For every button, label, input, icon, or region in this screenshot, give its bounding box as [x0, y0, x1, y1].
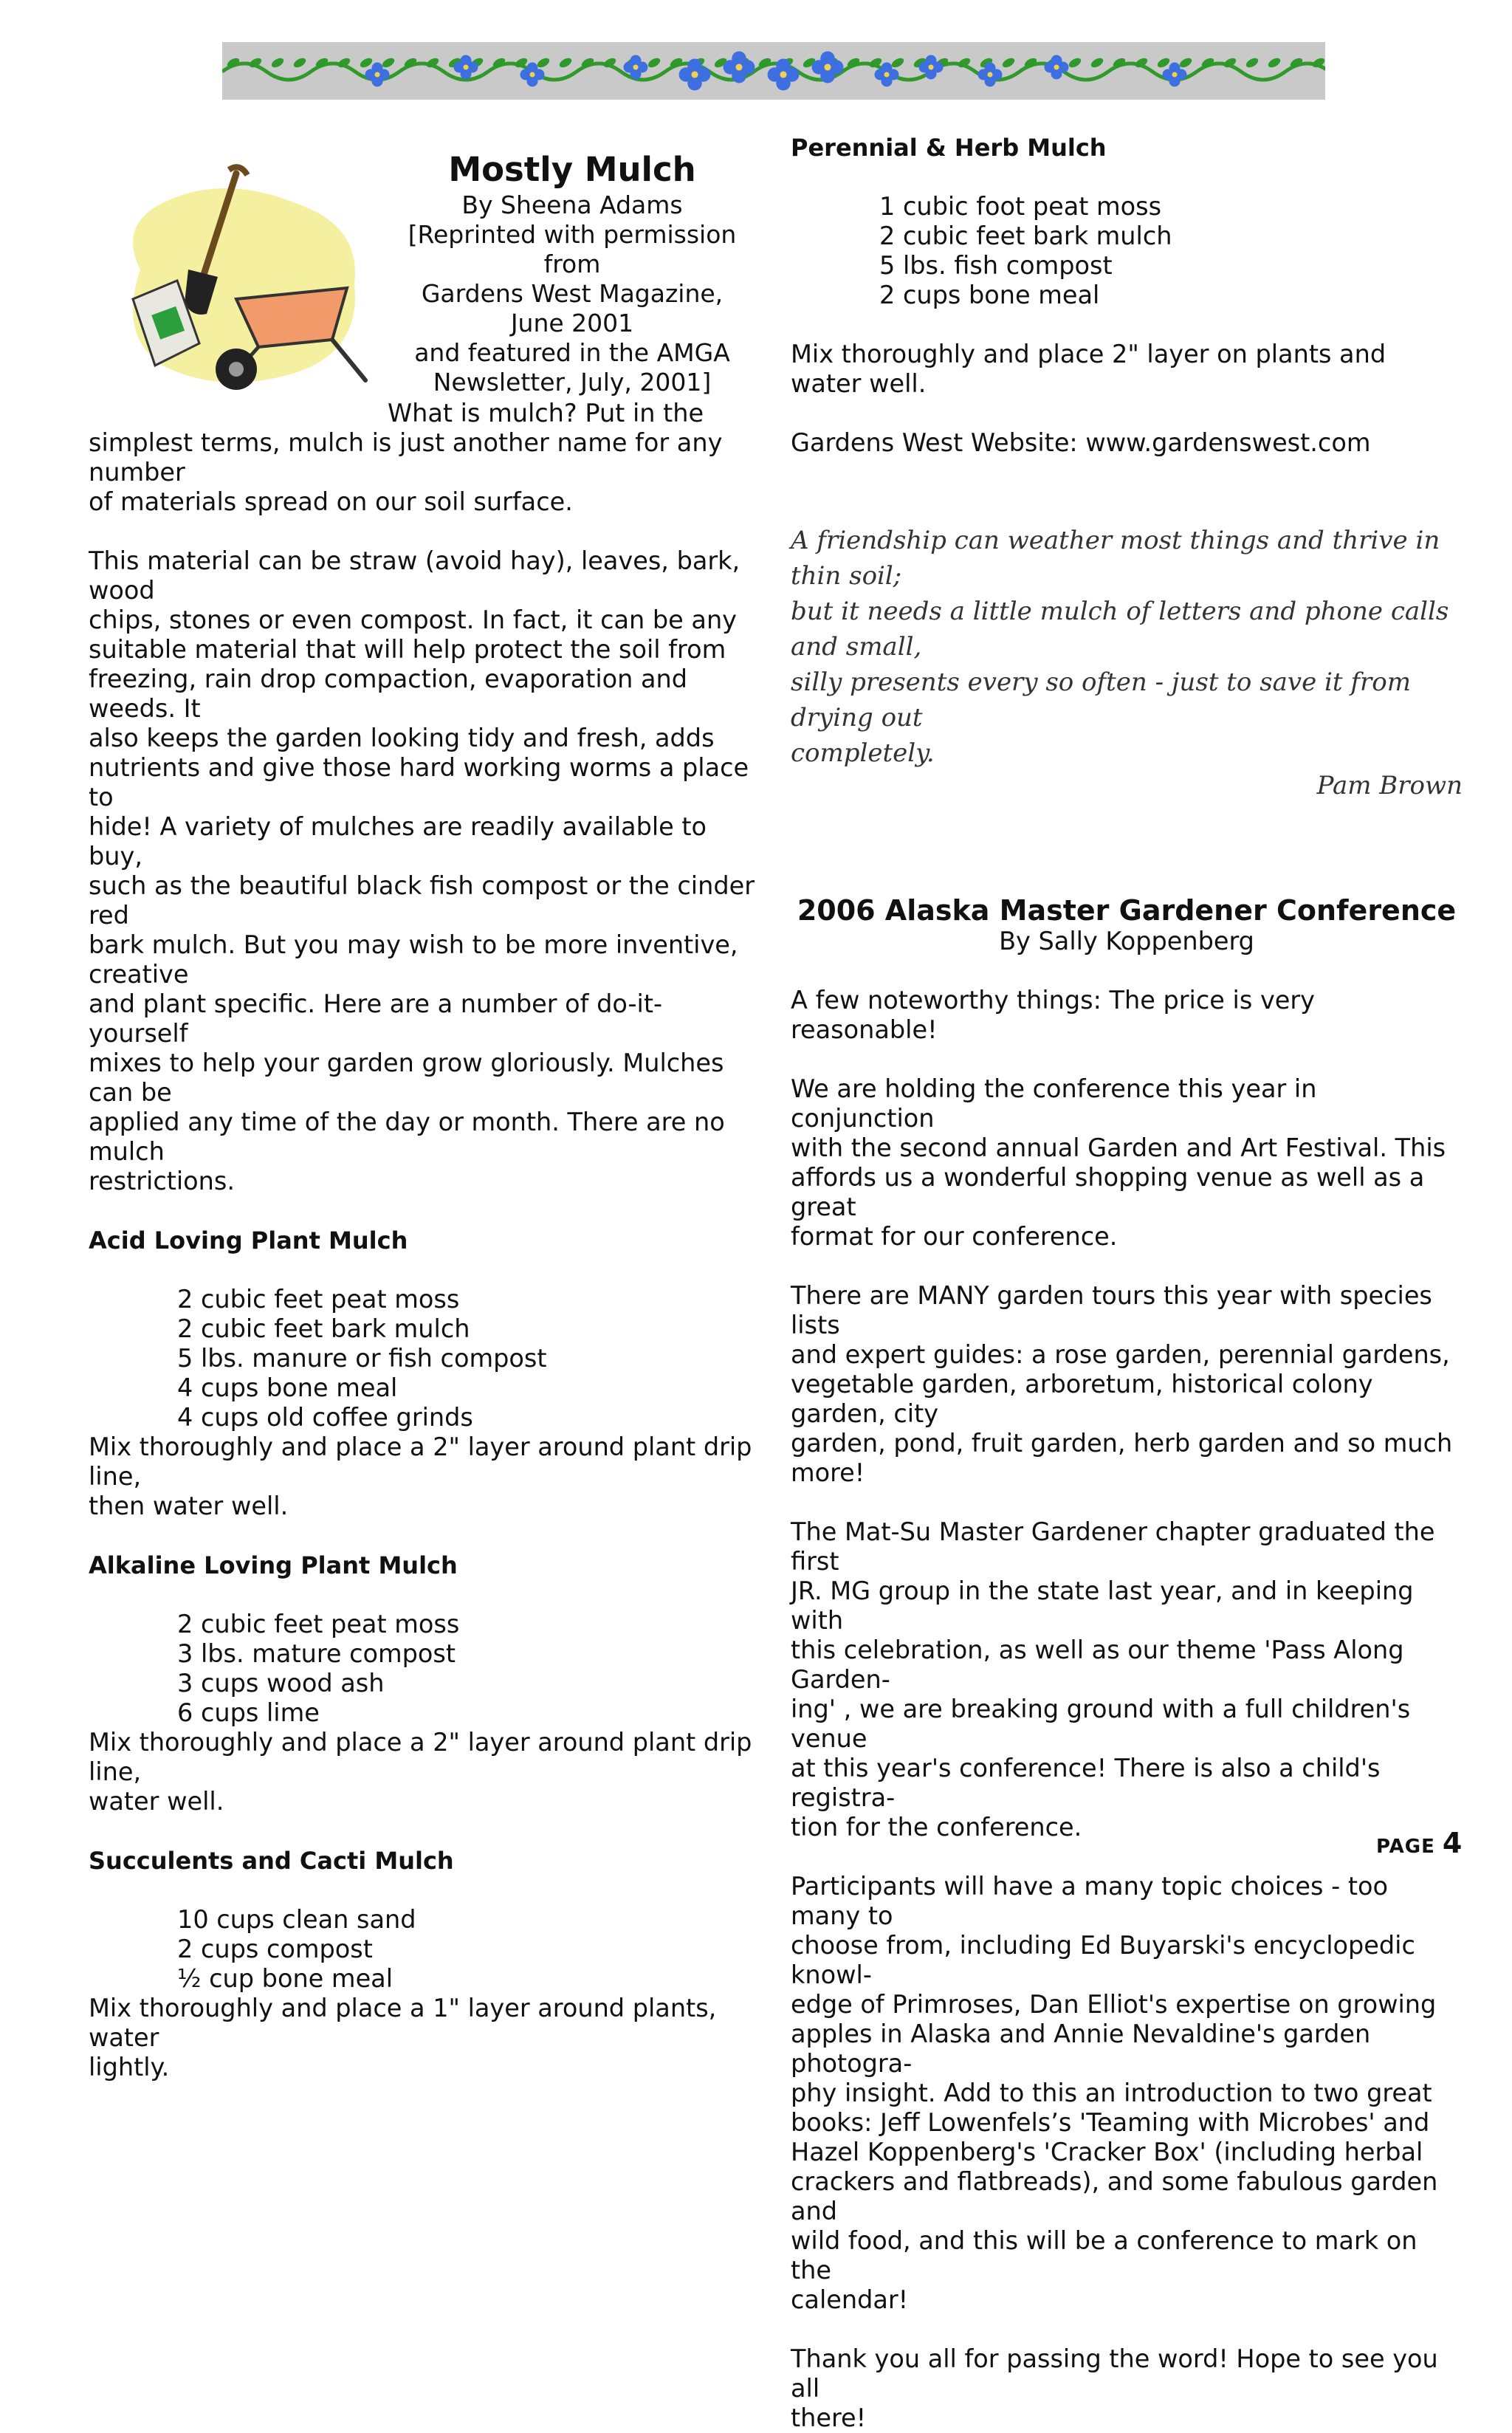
text-line: Participants will have a many topic choices - too many to	[791, 1872, 1389, 1930]
text-line: JR. MG group in the state last year, and in keeping with	[791, 1576, 1414, 1635]
garden-tools-clipart	[111, 159, 377, 402]
text-line: nutrients and give those hard working worms a place to	[89, 753, 749, 811]
text-line: suitable material that will help protect the soil from	[89, 635, 726, 664]
acid-mulch-heading: Acid Loving Plant Mulch	[89, 1226, 408, 1255]
acid-mulch-recipe	[89, 1285, 757, 1432]
page-number-value: 4	[1442, 1827, 1463, 1859]
text-line: calendar!	[791, 2285, 909, 2314]
intro-first-line: What is mulch? Put in the	[388, 399, 704, 428]
succulents-mulch-heading: Succulents and Cacti Mulch	[89, 1847, 454, 1875]
flower-icon	[1045, 55, 1069, 80]
leaf-icon	[558, 56, 574, 69]
leaf-icon	[359, 56, 374, 69]
text-line: chips, stones or even compost. In fact, it can be any	[89, 605, 738, 634]
perennial-mulch-recipe	[791, 192, 1463, 310]
recipe-ingredient: 2 cubic feet bark mulch	[177, 1314, 470, 1343]
text-line: Mix thoroughly and place a 2" layer around plant drip line,	[89, 1728, 752, 1786]
quote-author: Pam Brown	[1316, 771, 1463, 800]
flower-vine-icon	[222, 42, 1325, 100]
text-line: hide! A variety of mulches are readily available to buy,	[89, 812, 707, 871]
conference-paragraph	[791, 986, 1463, 1045]
text-line: Hazel Koppenberg's 'Cracker Box' (including herbal	[791, 2138, 1423, 2166]
page-number	[1376, 1827, 1462, 1859]
text-line: edge of Primroses, Dan Elliot's expertise on growing	[791, 1990, 1437, 2019]
text-line: this celebration, as well as our theme 'Pass Along Garden-	[791, 1636, 1404, 1694]
leaf-icon	[292, 56, 308, 69]
text-line: water well.	[89, 1787, 224, 1816]
text-line: Mix thoroughly and place a 1" layer around plants, water	[89, 1994, 717, 2052]
perennial-mulch-instructions: Mix thoroughly and place 2" layer on plants and water well.	[791, 340, 1386, 398]
text-line: vegetable garden, arboretum, historical colony garden, city	[791, 1370, 1373, 1428]
conference-paragraph	[791, 1872, 1463, 2315]
leaf-icon	[270, 56, 286, 69]
text-line: tion for the conference.	[791, 1813, 1082, 1842]
leaf-icon	[1156, 56, 1172, 69]
quote-line: completely.	[791, 738, 935, 768]
recipe-ingredient: 2 cups bone meal	[879, 281, 1100, 309]
intro-paragraph	[89, 428, 757, 517]
quote-line: A friendship can weather most things and thrive in thin soil;	[791, 526, 1440, 591]
right-column	[791, 133, 1463, 2433]
quote-line: silly presents every so often - just to save it from drying out	[791, 668, 1411, 732]
text-line: choose from, including Ed Buyarski's encyclopedic knowl-	[791, 1931, 1415, 1989]
perennial-mulch-heading: Perennial & Herb Mulch	[791, 134, 1107, 162]
byline-line: Gardens West Magazine,	[421, 279, 724, 308]
text-line: ing' , we are breaking ground with a full children's venue	[791, 1695, 1411, 1753]
text-line: books: Jeff Lowenfels’s 'Teaming with Microbes' and	[791, 2108, 1430, 2137]
text-line: with the second annual Garden and Art Festival. This	[791, 1133, 1446, 1162]
recipe-ingredient: 5 lbs. manure or fish compost	[177, 1344, 547, 1373]
mulch-header	[384, 150, 760, 397]
leaf-icon	[1178, 56, 1194, 69]
text-line: also keeps the garden looking tidy and fresh, adds	[89, 724, 715, 752]
text-line: simplest terms, mulch is just another name for any number	[89, 428, 723, 487]
leaf-icon	[381, 56, 396, 69]
byline-line: June 2001	[510, 309, 634, 337]
text-line: then water well.	[89, 1492, 289, 1520]
succulents-mulch-recipe	[89, 1905, 757, 1994]
leaf-icon	[890, 56, 906, 69]
text-line: applied any time of the day or month. There are no mulch	[89, 1108, 725, 1166]
text-line: such as the beautiful black fish compost or the cinder red	[89, 871, 755, 930]
text-line: garden, pond, fruit garden, herb garden and so much more!	[791, 1429, 1453, 1487]
mulch-description	[89, 546, 757, 1196]
text-line: crackers and flatbreads), and some fabulous garden and	[791, 2167, 1438, 2226]
left-column	[89, 399, 757, 2082]
leaf-icon	[1267, 56, 1282, 69]
recipe-ingredient: 2 cups compost	[177, 1935, 373, 1963]
recipe-ingredient: 3 cups wood ash	[177, 1669, 385, 1698]
conference-paragraph	[791, 1517, 1463, 1842]
succulents-mulch-instructions	[89, 1994, 757, 2082]
leaf-icon	[1245, 56, 1260, 69]
leaf-icon	[1001, 56, 1017, 69]
text-line: mixes to help your garden grow gloriously. Mulches can be	[89, 1049, 724, 1107]
conference-byline: By Sally Koppenberg	[999, 927, 1254, 955]
acid-mulch-instructions	[89, 1432, 757, 1521]
text-line: restrictions.	[89, 1167, 236, 1195]
text-line: The Mat-Su Master Gardener chapter graduated the first	[791, 1517, 1435, 1576]
recipe-ingredient: 10 cups clean sand	[177, 1905, 416, 1934]
leaf-icon	[1090, 56, 1105, 69]
page-label: PAGE	[1376, 1836, 1435, 1858]
text-line: affords us a wonderful shopping venue as well as a great	[791, 1163, 1425, 1221]
text-line: freezing, rain drop compaction, evaporation and weeds. It	[89, 665, 688, 723]
conference-paragraph	[791, 1074, 1463, 1252]
text-line: lightly.	[89, 2053, 170, 2082]
conference-paragraph	[791, 2344, 1463, 2433]
text-line: and expert guides: a rose garden, perennial gardens,	[791, 1340, 1450, 1369]
conference-paragraph	[791, 1281, 1463, 1488]
recipe-ingredient: 6 cups lime	[177, 1698, 320, 1727]
text-line: There are MANY garden tours this year with species lists	[791, 1281, 1432, 1339]
text-line: Thank you all for passing the word! Hope to see you all	[791, 2344, 1438, 2403]
page-title: Mostly Mulch	[448, 150, 696, 189]
recipe-ingredient: 3 lbs. mature compost	[177, 1639, 456, 1668]
byline-line: [Reprinted with permission from	[408, 220, 737, 278]
conference-article	[791, 986, 1463, 2433]
quote-line: but it needs a little mulch of letters and phone calls and small,	[791, 597, 1449, 662]
text-line: and plant specific. Here are a number of do-it-yourself	[89, 989, 663, 1048]
text-line: We are holding the conference this year in conjunction	[791, 1074, 1317, 1133]
text-line: A few noteworthy things: The price is very reasonable!	[791, 986, 1315, 1044]
text-line: there!	[791, 2403, 867, 2432]
recipe-ingredient: 2 cubic feet bark mulch	[879, 222, 1172, 250]
leaf-icon	[647, 56, 662, 69]
byline-line: Newsletter, July, 2001]	[433, 368, 712, 397]
friendship-quote	[791, 523, 1463, 771]
recipe-ingredient: 5 lbs. fish compost	[879, 251, 1113, 280]
text-line: wild food, and this will be a conference to mark on the	[791, 2226, 1418, 2285]
recipe-ingredient: 4 cups old coffee grinds	[177, 1403, 473, 1432]
recipe-ingredient: ½ cup bone meal	[177, 1964, 394, 1993]
alkaline-mulch-instructions	[89, 1728, 757, 1816]
text-line: phy insight. Add to this an introduction to two great	[791, 2079, 1432, 2107]
leaf-icon	[536, 56, 551, 69]
recipe-ingredient: 2 cubic feet peat moss	[177, 1285, 460, 1314]
text-line: format for our conference.	[791, 1222, 1118, 1251]
text-line: This material can be straw (avoid hay), leaves, bark, wood	[89, 546, 740, 605]
alkaline-mulch-recipe	[89, 1610, 757, 1728]
byline-line: By Sheena Adams	[461, 191, 683, 219]
conference-title: 2006 Alaska Master Gardener Conference	[797, 894, 1457, 927]
text-line: bark mulch. But you may wish to be more inventive, creative	[89, 930, 738, 989]
alkaline-mulch-heading: Alkaline Loving Plant Mulch	[89, 1551, 458, 1579]
text-line: at this year's conference! There is also a child's registra-	[791, 1754, 1381, 1812]
flower-vine-banner	[222, 42, 1325, 100]
text-line: of materials spread on our soil surface.	[89, 487, 573, 516]
mulch-byline	[384, 191, 760, 397]
leaf-icon	[1068, 56, 1083, 69]
recipe-ingredient: 2 cubic feet peat moss	[177, 1610, 460, 1638]
byline-line: and featured in the AMGA	[414, 338, 730, 367]
recipe-ingredient: 4 cups bone meal	[177, 1373, 398, 1402]
gardens-west-website: Gardens West Website: www.gardenswest.com	[791, 428, 1371, 457]
recipe-ingredient: 1 cubic foot peat moss	[879, 192, 1162, 221]
wheelbarrow-shovel-icon	[111, 159, 377, 402]
text-line: apples in Alaska and Annie Nevaldine's garden photogra-	[791, 2020, 1371, 2078]
text-line: Mix thoroughly and place a 2" layer around plant drip line,	[89, 1432, 752, 1491]
